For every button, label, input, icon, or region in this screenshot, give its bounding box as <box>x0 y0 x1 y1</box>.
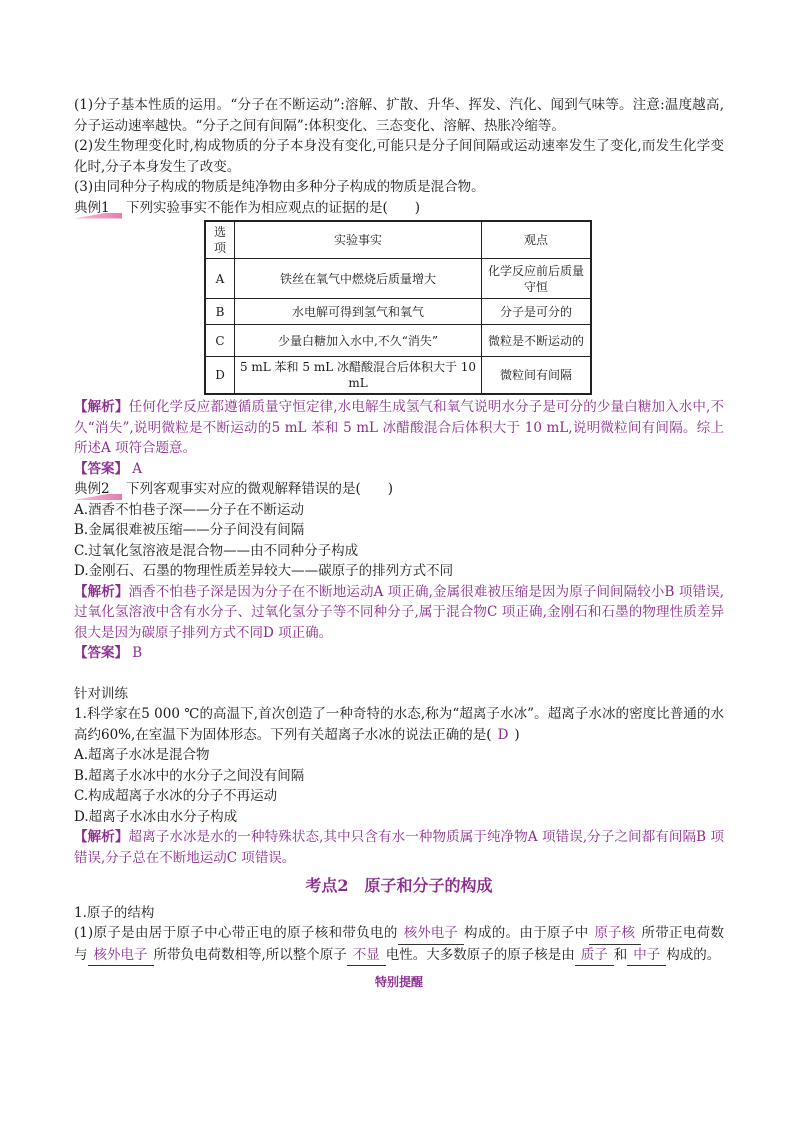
training-analysis: 【解析】超离子水冰是水的一种特殊状态,其中只含有水一种物质属于纯净物A 项错误,分子之间都有间隔B 项错误,分子总在不断地运动C 项错误。 <box>74 829 725 866</box>
fill-blank: 中子 <box>627 945 666 967</box>
training-heading: 针对训练 <box>74 685 128 702</box>
page-content <box>74 95 724 993</box>
table-cell: 微粒间有间隔 <box>482 357 592 395</box>
table-header-row <box>205 221 591 259</box>
table-cell: A <box>205 259 235 299</box>
answer-tag: 【答案】 <box>74 460 128 477</box>
table-cell: 5 mL 苯和 5 mL 冰醋酸混合后体积大于 10 mL <box>235 357 482 395</box>
table-row <box>205 325 591 357</box>
table-cell: B <box>205 299 235 325</box>
table-cell: 分子是可分的 <box>482 299 592 325</box>
table-header-view: 观点 <box>482 221 592 259</box>
training-option-a: A.超离子水冰是混合物 <box>74 747 210 763</box>
training-option-b: B.超离子水冰中的水分子之间没有间隔 <box>74 767 305 784</box>
table-header-option: 选项 <box>205 221 235 259</box>
analysis-tag: 【解析】 <box>74 829 129 845</box>
example1-label: 典例1 <box>74 198 126 219</box>
table-cell: D <box>205 357 235 395</box>
special-reminder-heading: 特别提醒 <box>374 975 423 989</box>
evidence-table <box>204 220 592 395</box>
example2-analysis: 【解析】酒香不怕巷子深是因为分子在不断地运动A 项正确,金属很难被压缩是因为原子间间隔较小B 项错误,过氧化氢溶液中含有水分子、过氧化氢分子等不同种分子,属于混合物C 项正确,金刚石和石墨的物理性质差异很大是因为碳原子排列方式不同D 项正确。 <box>74 583 725 641</box>
fill-blank: 核外电子 <box>398 923 464 945</box>
fill-blank: 不显 <box>347 945 386 967</box>
table-cell: 化学反应前后质量守恒 <box>482 259 592 299</box>
training-option-c: C.构成超离子水冰的分子不再运动 <box>74 788 278 804</box>
example1-answer <box>74 459 724 480</box>
table-cell: 铁丝在氧气中燃烧后质量增大 <box>235 259 482 299</box>
table-cell: C <box>205 325 235 357</box>
example2-answer <box>74 643 724 664</box>
intro-paragraph-1: (1)分子基本性质的运用。“分子在不断运动”:溶解、扩散、升华、挥发、汽化、闻到气味等。注意:温度越高,分子运动速率越快。“分子之间有间隔”:体积变化、三态变化、溶解、热胀冷缩等。 <box>74 97 724 134</box>
training-question-answer: D <box>497 726 509 743</box>
fill-blank: 核外电子 <box>88 945 154 967</box>
analysis-tag: 【解析】 <box>74 583 129 600</box>
example2-option-a: A.酒香不怕巷子深——分子在不断运动 <box>74 501 305 518</box>
table-header-fact: 实验事实 <box>235 221 482 259</box>
answer-tag: 【答案】 <box>74 645 128 661</box>
example2-question-line <box>74 479 724 500</box>
section2-title: 考点2 原子和分子的构成 <box>305 876 493 895</box>
intro-paragraph-2: (2)发生物理变化时,构成物质的分子本身没有变化,可能只是分子间间隔或运动速率发生了变化,而发生化学变化时,分子本身发生了改变。 <box>74 138 724 175</box>
table-row <box>205 299 591 325</box>
example2-label: 典例2 <box>74 479 126 500</box>
section2-paragraph: (1)原子是由居于原子中心带正电的原子核和带负电的 核外电子 构成的。由于原子中 原子核 所带正电荷数与 核外电子 所带负电荷数相等,所以整个原子 不显 电性。大多数原子的原子核是由 质子 和 中子 构成的。 <box>74 923 724 966</box>
example2-answer-value: B <box>132 645 143 661</box>
table-row <box>205 357 591 395</box>
section2-subheading: 1.原子的结构 <box>74 904 155 921</box>
example1-question-line <box>74 198 724 219</box>
example2-option-c: C.过氧化氢溶液是混合物——由不同种分子构成 <box>74 542 359 559</box>
table-row <box>205 259 591 299</box>
example1-analysis: 【解析】任何化学反应都遵循质量守恒定律,水电解生成氢气和氧气说明水分子是可分的少量白糖加入水中,不久“消失”,说明微粒是不断运动的5 mL 苯和 5 mL 冰醋酸混合后体积大于 10 mL,说明微粒间有间隔。综上所述A 项符合题意。 <box>74 399 724 456</box>
table-cell: 微粒是不断运动的 <box>482 325 592 357</box>
fill-blank: 质子 <box>575 945 614 967</box>
training-option-d: D.超离子水冰由水分子构成 <box>74 808 238 825</box>
analysis-tag: 【解析】 <box>74 399 129 415</box>
table-cell: 少量白糖加入水中,不久“消失” <box>235 325 482 357</box>
example1-question: 下列实验事实不能作为相应观点的证据的是( ) <box>126 199 421 216</box>
example1-answer-value: A <box>132 460 143 477</box>
fill-blank: 原子核 <box>589 923 642 945</box>
example2-question: 下列客观事实对应的微观解释错误的是( ) <box>126 481 394 497</box>
training-question: 1.科学家在5 000 ℃的高温下,首次创造了一种奇特的水态,称为“超离子水冰”。超离子水冰的密度比普通的水高约60%,在室温下为固体形态。下列有关超离子水冰的说法正确的是( D ) <box>74 706 724 743</box>
example2-option-d: D.金刚石、石墨的物理性质差异较大——碳原子的排列方式不同 <box>74 563 454 579</box>
example2-option-b: B.金属很难被压缩——分子间没有间隔 <box>74 522 305 538</box>
intro-paragraph-3: (3)由同种分子构成的物质是纯净物由多种分子构成的物质是混合物。 <box>74 179 485 195</box>
table-cell: 水电解可得到氢气和氧气 <box>235 299 482 325</box>
